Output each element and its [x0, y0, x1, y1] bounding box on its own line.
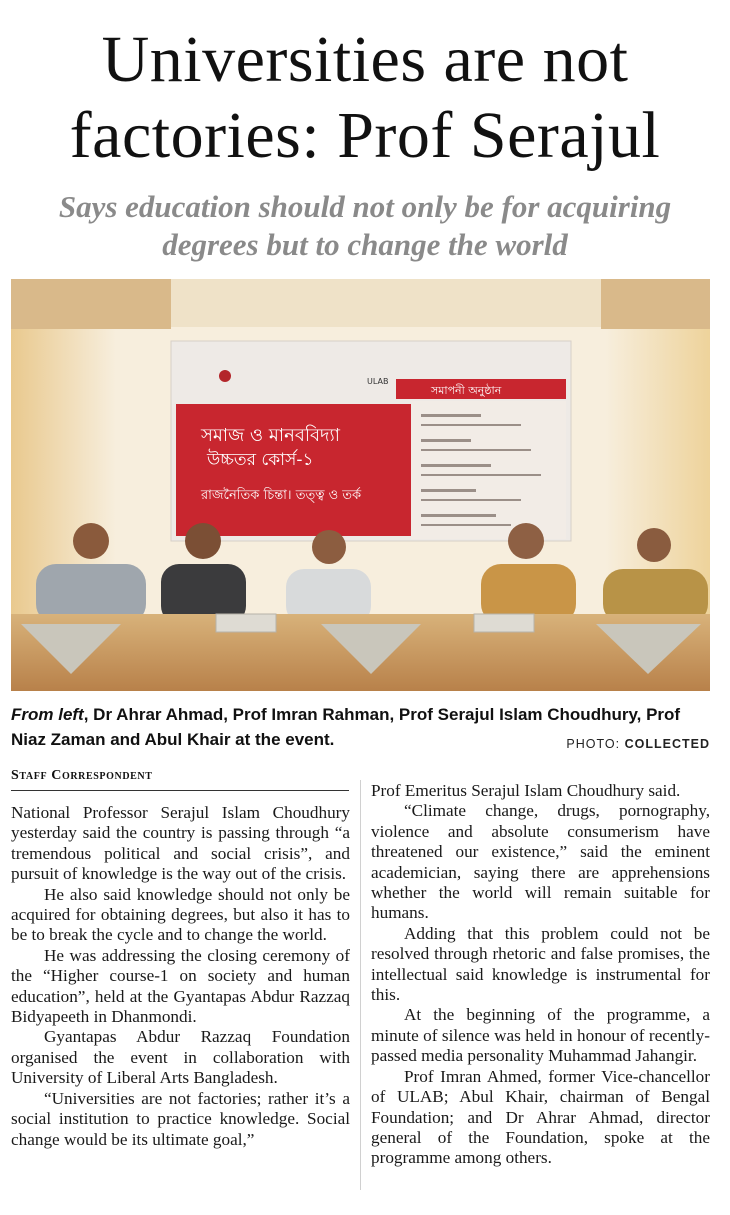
- paragraph: “Universities are not factories; rather it’s a social institution to practice knowledge. Social change would be its ultimate goal,”: [11, 1088, 350, 1149]
- photo-credit-value: COLLECTED: [624, 737, 710, 751]
- paragraph: He also said knowledge should not only be acquired for obtaining degrees, but also it has to be to break the cycle and to change the world.: [11, 884, 350, 945]
- paragraph: Prof Emeritus Serajul Islam Choudhury said.: [371, 781, 681, 800]
- paragraph: Prof Imran Ahmed, former Vice-chancellor of ULAB; Abul Khair, chairman of Bengal Foundation; and Dr Ahrar Ahmad, director general of the Foundation, spoke at the programme among others.: [371, 1066, 710, 1168]
- paragraph: Gyantapas Abdur Razzaq Foundation organised the event in collaboration with University of Liberal Arts Bangladesh.: [11, 1027, 350, 1088]
- article-column-left: [11, 803, 350, 1150]
- paragraph: He was addressing the closing ceremony of the “Higher course-1 on society and human education”, held at the Gyantapas Abdur Razzaq Bidyapeeth in Dhanmondi.: [11, 945, 350, 1027]
- caption-text: , Dr Ahrar Ahmad, Prof Imran Rahman, Prof Serajul Islam Choudhury, Prof Niaz Zaman and Abul Khair at the event.: [11, 705, 681, 749]
- byline: Staff Correspondent: [11, 768, 349, 791]
- paragraph: At the beginning of the programme, a minute of silence was held in honour of recently-passed media personality Muhammad Jahangir.: [371, 1005, 710, 1066]
- slide-subtitle: রাজনৈতিক চিন্তা। তত্ত্ব ও তর্ক: [201, 488, 362, 503]
- subheadline: [0, 188, 730, 264]
- slide-title-1: সমাজ ও মানববিদ্যা: [201, 425, 340, 446]
- paragraph: Adding that this problem could not be resolved through rhetoric and false promises, the intellectual said knowledge is instrumental for this.: [371, 923, 710, 1005]
- headline-line-2: factories: Prof Serajul: [69, 99, 661, 172]
- slide-right-title: সমাপনী অনুষ্ঠান: [431, 384, 502, 397]
- slide-logo-text: ULAB: [367, 377, 389, 386]
- subheadline-line-1: Says education should not only be for acquiring: [58, 189, 672, 224]
- headline: [0, 22, 730, 174]
- photo-credit-label: PHOTO:: [566, 737, 621, 751]
- slide-title-2: উচ্চতর কোর্স-১: [207, 450, 314, 470]
- caption-lead: From left: [11, 705, 84, 724]
- photo-credit: [566, 737, 710, 751]
- column-divider: [360, 780, 361, 1190]
- article-column-right: [371, 781, 710, 1169]
- headline-line-1: Universities are not: [101, 23, 629, 96]
- paragraph: National Professor Serajul Islam Choudhury yesterday said the country is passing through “a tremendous political and social crisis”, and pursuit of knowledge is the way out of the crisis.: [11, 803, 350, 884]
- event-photo: [11, 279, 710, 691]
- paragraph: “Climate change, drugs, pornography, violence and absolute consumerism have threatened our existence,” said the eminent academician, saying there are apprehensions whether the world will remain suitable for humans.: [371, 801, 710, 923]
- subheadline-line-2: degrees but to change the world: [162, 227, 568, 262]
